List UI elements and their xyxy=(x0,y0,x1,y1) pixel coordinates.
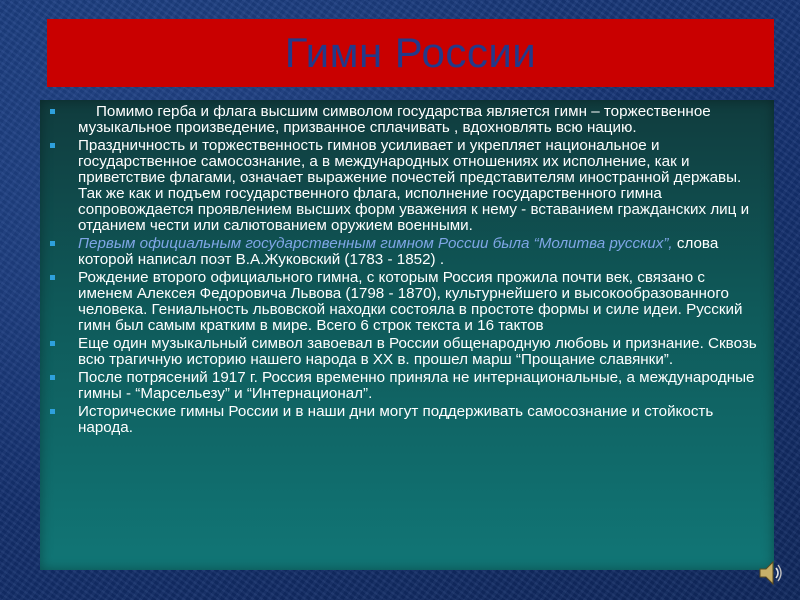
speaker-icon-graphic xyxy=(758,558,784,588)
title-bar xyxy=(47,19,774,87)
bullet-text-4: Рождение второго официального гимна, с которым Россия прожила почти век, связано с именем Алексея Федоровича Львова (1798 - 1870), культурнейшего и высокообразованного человека. Гениальность львовской находки состояла в простоте формы и силе идеи. Русский гимн был самым кратким в мире. Всего 6 строк текста и 16 тактов xyxy=(78,269,743,334)
bullet-item-1 xyxy=(48,104,758,136)
speaker-icon[interactable] xyxy=(758,558,784,588)
slide-title: Гимн России xyxy=(284,29,537,76)
bullet-item-6 xyxy=(48,370,758,402)
bullet-text-6: После потрясений 1917 г. Россия временно приняла не интернациональные, а международные гимны - “Марсельезу” и “Интернационал”. xyxy=(78,369,755,402)
square-bullet-icon xyxy=(50,275,55,280)
bullet-highlight-3: Первым официальным государственным гимном России была “Молитва русских”, xyxy=(78,235,673,252)
bullet-item-3 xyxy=(48,236,758,268)
square-bullet-icon xyxy=(50,341,55,346)
square-bullet-icon xyxy=(50,109,55,114)
bullet-item-5 xyxy=(48,336,758,368)
square-bullet-icon xyxy=(50,375,55,380)
square-bullet-icon xyxy=(50,409,55,414)
bullet-list xyxy=(40,100,774,436)
bullet-item-2 xyxy=(48,138,758,234)
bullet-text-5: Еще один музыкальный символ завоевал в России общенародную любовь и признание. Сквозь всю трагичную историю нашего народа в XX в. прошел марш “Прощание славянки”. xyxy=(78,335,757,368)
content-box xyxy=(40,100,774,570)
bullet-text-3: слова которой написал поэт В.А.Жуковский (1783 - 1852) . xyxy=(78,235,719,268)
bullet-text-1: Помимо герба и флага высшим символом государства является гимн – торжественное музыкальное произведение, призванное сплачивать , вдохновлять всю нацию. xyxy=(78,103,711,136)
square-bullet-icon xyxy=(50,241,55,246)
bullet-item-7 xyxy=(48,404,758,436)
square-bullet-icon xyxy=(50,143,55,148)
bullet-text-2: Праздничность и торжественность гимнов усиливает и укрепляет национальное и государственное самосознание, а в международных отношениях их исполнение, как и приветствие флагами, означает выражение почестей представителям иностранной державы. Так же как и подъем государственного флага, исполнение государственного гимна сопровождается проявлением высших форм уважения к нему - вставанием гражданских лиц и отданием чести или салютованием оружием военными. xyxy=(78,137,750,234)
bullet-item-4 xyxy=(48,270,758,334)
bullet-text-7: Исторические гимны России и в наши дни могут поддерживать самосознание и стойкость народа. xyxy=(78,403,714,436)
